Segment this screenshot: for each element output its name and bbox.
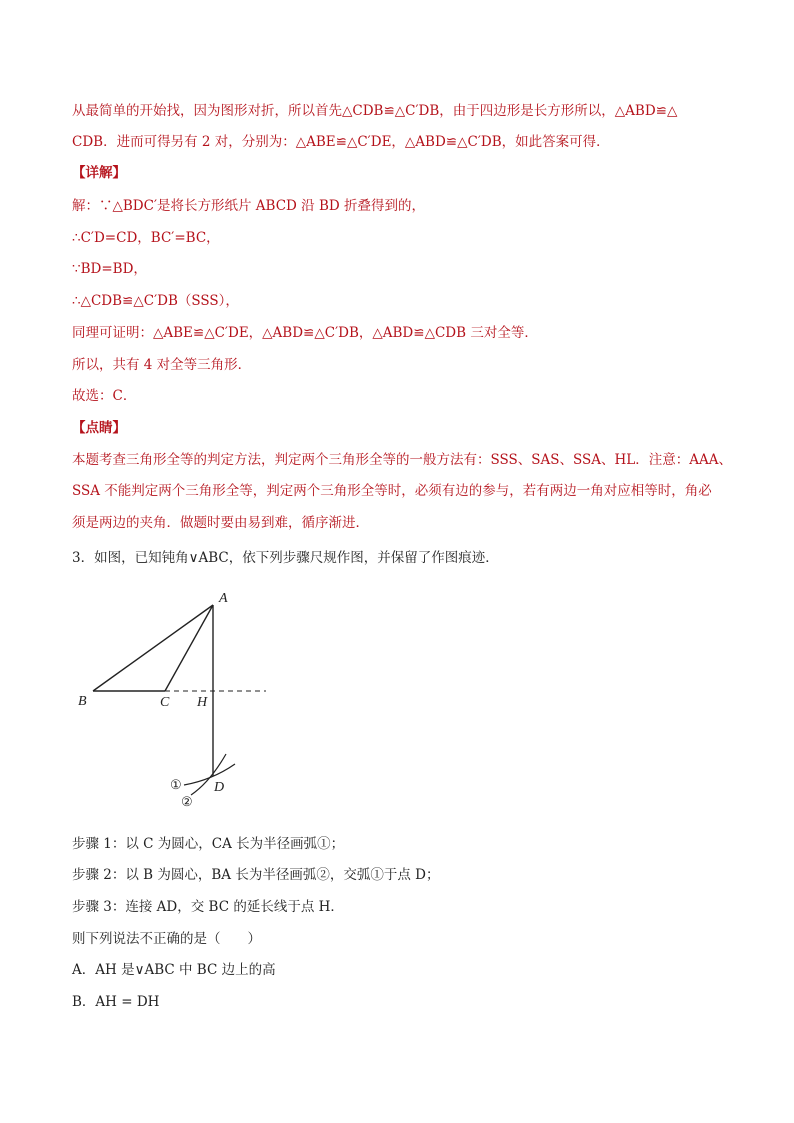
detail-heading: 【详解】	[72, 165, 126, 181]
step-2: 步骤 2：以 B 为圆心，BA 长为半径画弧②，交弧①于点 D；	[72, 867, 440, 883]
label-D: D	[214, 780, 225, 795]
arc-1	[184, 764, 235, 785]
option-A: A．AH 是∨ABC 中 BC 边上的高	[72, 962, 276, 978]
step-1: 步骤 1：以 C 为圆心，CA 长为半径画弧①；	[72, 836, 345, 852]
segment-CA	[165, 605, 213, 691]
detail-line-3: ∵BD=BD，	[72, 261, 147, 277]
step-3: 步骤 3：连接 AD，交 BC 的延长线于点 H．	[72, 899, 344, 915]
label-A: A	[219, 591, 228, 606]
question-stem: 3．如图，已知钝角∨ABC，依下列步骤尺规作图，并保留了作图痕迹．	[72, 550, 499, 566]
comment-line-2: SSA 不能判定两个三角形全等，判定两个三角形全等时，必须有边的参与，若有两边一角对应相等时，角必	[72, 483, 712, 499]
comment-heading: 【点睛】	[72, 420, 126, 436]
segment-BA	[93, 605, 213, 691]
geometry-figure	[70, 580, 290, 815]
detail-line-1: 解：∵△BDC′是将长方形纸片 ABCD 沿 BD 折叠得到的，	[72, 198, 426, 214]
question-ask: 则下列说法不正确的是（ ）	[72, 931, 261, 947]
label-arc-2: ②	[181, 794, 193, 809]
analysis-line-2: CDB．进而可得另有 2 对，分别为：△ABE≌△C′DE，△ABD≌△C′DB，如此答案可得．	[72, 134, 610, 150]
comment-line-1: 本题考查三角形全等的判定方法，判定两个三角形全等的一般方法有：SSS、SAS、SSA、HL．注意：AAA、	[72, 452, 733, 468]
label-arc-1: ①	[170, 777, 182, 792]
detail-line-7: 故选：C．	[72, 388, 137, 404]
option-B: B．AH = DH	[72, 994, 160, 1010]
label-H: H	[197, 695, 208, 710]
detail-line-6: 所以，共有 4 对全等三角形．	[72, 357, 252, 373]
label-C: C	[160, 695, 170, 710]
label-B: B	[78, 694, 87, 709]
detail-line-5: 同理可证明：△ABE≌△C′DE，△ABD≌△C′DB，△ABD≌△CDB 三对全等．	[72, 325, 538, 341]
comment-line-3: 须是两边的夹角．做题时要由易到难，循序渐进．	[72, 515, 369, 531]
analysis-line-1: 从最简单的开始找，因为图形对折，所以首先△CDB≌△C′DB，由于四边形是长方形所以，△ABD≌△	[72, 103, 678, 119]
detail-line-4: ∴△CDB≌△C′DB（SSS），	[72, 293, 239, 309]
detail-line-2: ∴C′D=CD，BC′=BC，	[72, 230, 220, 246]
